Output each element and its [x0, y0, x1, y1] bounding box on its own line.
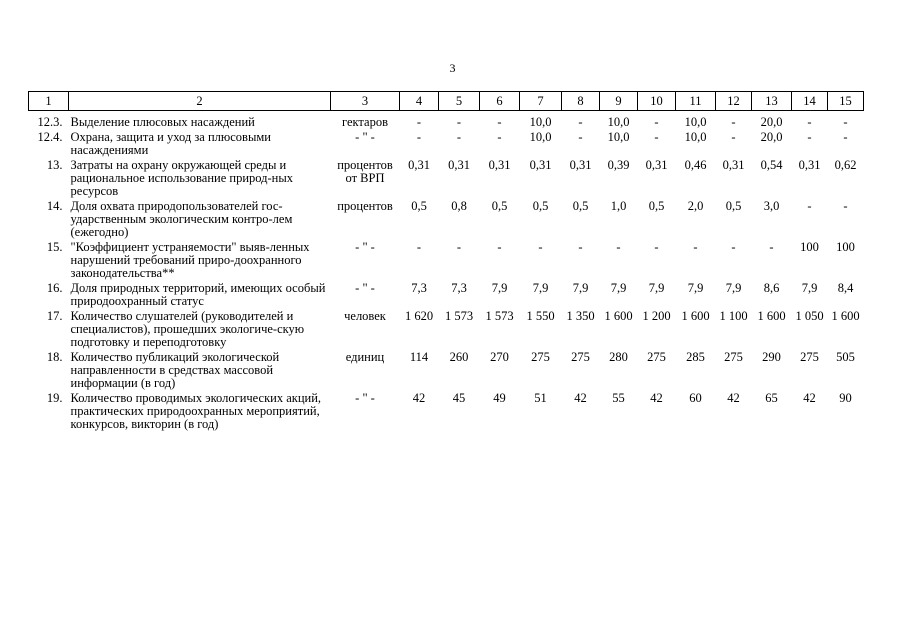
indicator-name: Затраты на охрану окружающей среды и рациональное использование природ-ных ресурсов	[70, 158, 294, 198]
value-cell: 1 100	[719, 309, 748, 323]
row-number: 18.	[46, 350, 63, 364]
indicator-name: "Коэффициент устраняемости" выяв-ленных нарушений требований приро-доохранного законодательства**	[70, 240, 310, 280]
header-cell: 12	[716, 92, 752, 111]
value-cell: 7,9	[801, 281, 818, 295]
value-cell: 7,3	[411, 281, 427, 295]
value-cell: 0,31	[408, 158, 430, 172]
value-cell: 8,4	[837, 281, 854, 295]
value-cell: 0,5	[411, 199, 427, 213]
table-row	[29, 159, 864, 200]
value-cell: 100	[800, 240, 819, 254]
value-cell: 275	[724, 350, 743, 364]
value-cell: 51	[534, 391, 547, 405]
row-number: 13.	[46, 158, 63, 172]
value-cell: -	[843, 199, 848, 213]
value-cell: -	[843, 130, 848, 144]
value-cell: 42	[412, 391, 426, 405]
value-cell: 7,3	[451, 281, 467, 295]
table-row	[29, 131, 864, 159]
value-cell: 7,9	[725, 281, 742, 295]
value-cell: 10,0	[684, 115, 707, 129]
value-cell: 7,9	[491, 281, 508, 295]
value-cell: 42	[650, 391, 663, 405]
value-cell: -	[807, 199, 812, 213]
unit-of-measure: - " -	[355, 130, 375, 144]
value-cell: 20,0	[760, 115, 783, 129]
value-cell: 0,31	[798, 158, 821, 172]
header-cell: 10	[638, 92, 676, 111]
value-cell: 90	[839, 391, 852, 405]
value-cell: 20,0	[760, 130, 783, 144]
value-cell: 42	[803, 391, 816, 405]
value-cell: 55	[612, 391, 625, 405]
value-cell: 7,9	[610, 281, 627, 295]
value-cell: 0,46	[684, 158, 707, 172]
value-cell: 1 620	[404, 309, 434, 323]
value-cell: 10,0	[607, 130, 630, 144]
unit-of-measure: - " -	[355, 281, 375, 295]
value-cell: 0,54	[760, 158, 783, 172]
table-row	[29, 282, 864, 310]
value-cell: 1 600	[604, 309, 633, 323]
value-cell: -	[456, 115, 462, 129]
value-cell: -	[731, 130, 736, 144]
value-cell: 0,31	[645, 158, 668, 172]
header-cell: 3	[331, 92, 400, 111]
value-cell: 114	[409, 350, 429, 364]
table-row	[29, 111, 864, 132]
indicator-name: Количество слушателей (руководителей и специалистов), прошедших экологиче-скую подготовку и переподготовку	[70, 309, 305, 349]
unit-of-measure: процентов	[337, 199, 393, 213]
value-cell: 275	[800, 350, 819, 364]
value-cell: 1 050	[795, 309, 824, 323]
header-cell: 11	[676, 92, 716, 111]
value-cell: -	[654, 240, 659, 254]
value-cell: 275	[531, 350, 550, 364]
unit-of-measure: единиц	[345, 350, 385, 364]
value-cell: 0,39	[607, 158, 630, 172]
value-cell: -	[416, 130, 422, 144]
row-number: 19.	[46, 391, 63, 405]
unit-of-measure: - " -	[355, 391, 375, 405]
header-cell: 2	[69, 92, 331, 111]
row-number: 12.4.	[37, 130, 63, 144]
value-cell: 100	[836, 240, 855, 254]
value-cell: 1 200	[642, 309, 671, 323]
value-cell: 1 350	[566, 309, 595, 323]
unit-of-measure: человек	[344, 309, 386, 323]
value-cell: -	[497, 240, 502, 254]
value-cell: -	[456, 130, 462, 144]
value-cell: 0,31	[722, 158, 745, 172]
value-cell: 42	[574, 391, 587, 405]
value-cell: 275	[647, 350, 666, 364]
value-cell: -	[456, 240, 462, 254]
value-cell: 1 600	[831, 309, 860, 323]
value-cell: 290	[762, 350, 781, 364]
value-cell: 0,5	[648, 199, 665, 213]
value-cell: -	[616, 240, 621, 254]
value-cell: 0,31	[529, 158, 552, 172]
value-cell: -	[416, 240, 422, 254]
value-cell: -	[497, 115, 502, 129]
value-cell: 65	[765, 391, 778, 405]
table-row	[29, 200, 864, 241]
value-cell: 0,5	[491, 199, 508, 213]
value-cell: 285	[686, 350, 705, 364]
header-cell: 13	[752, 92, 792, 111]
value-cell: 10,0	[607, 115, 630, 129]
value-cell: 260	[449, 350, 469, 364]
indicator-name: Количество публикаций экологической направленности в средствах массовой информации (в год)	[70, 350, 280, 390]
indicators-table	[28, 91, 864, 433]
value-cell: 60	[689, 391, 702, 405]
value-cell: 280	[609, 350, 628, 364]
value-cell: 0,31	[448, 158, 470, 172]
row-number: 12.3.	[37, 115, 63, 129]
value-cell: 49	[493, 391, 506, 405]
header-cell: 4	[400, 92, 439, 111]
value-cell: 270	[490, 350, 509, 364]
value-cell: 505	[836, 350, 855, 364]
value-cell: 0,5	[725, 199, 742, 213]
value-cell: 7,9	[687, 281, 704, 295]
row-number: 17.	[46, 309, 63, 323]
value-cell: 1 550	[526, 309, 555, 323]
indicator-name: Охрана, защита и уход за плюсовыми насаждениями	[70, 130, 271, 157]
value-cell: 10,0	[529, 115, 552, 129]
header-cell: 8	[562, 92, 600, 111]
value-cell: -	[693, 240, 698, 254]
value-cell: -	[538, 240, 543, 254]
table-row	[29, 310, 864, 351]
page-number: 3	[449, 61, 456, 75]
value-cell: 7,9	[572, 281, 589, 295]
table-header-row	[29, 92, 864, 111]
value-cell: 10,0	[684, 130, 707, 144]
row-number: 15.	[46, 240, 63, 254]
value-cell: 1 600	[681, 309, 710, 323]
value-cell: -	[769, 240, 774, 254]
value-cell: -	[578, 115, 583, 129]
value-cell: 8,6	[763, 281, 780, 295]
header-cell: 1	[29, 92, 69, 111]
unit-of-measure: процентов от ВРП	[337, 158, 393, 185]
header-cell: 6	[480, 92, 520, 111]
value-cell: 0,5	[532, 199, 549, 213]
unit-of-measure: гектаров	[342, 115, 388, 129]
value-cell: -	[807, 130, 812, 144]
value-cell: 1,0	[610, 199, 627, 213]
header-cell: 9	[600, 92, 638, 111]
header-cell: 15	[828, 92, 864, 111]
table-row	[29, 241, 864, 282]
value-cell: 0,31	[569, 158, 592, 172]
indicator-name: Количество проводимых экологических акций, практических природоохранных мероприятий, конкурсов, викторин (в год)	[70, 391, 322, 431]
value-cell: 45	[452, 391, 466, 405]
row-number: 14.	[46, 199, 63, 213]
row-number: 16.	[46, 281, 63, 295]
table-row	[29, 392, 864, 433]
value-cell: 0,31	[488, 158, 511, 172]
value-cell: 1 573	[485, 309, 514, 323]
value-cell: -	[654, 130, 659, 144]
indicator-name: Доля охвата природопользователей гос-ударственным экологическим контро-лем (ежегодно)	[70, 199, 293, 239]
value-cell: -	[497, 130, 502, 144]
value-cell: 7,9	[648, 281, 665, 295]
value-cell: 7,9	[532, 281, 549, 295]
value-cell: 1 573	[444, 309, 474, 323]
header-cell: 14	[792, 92, 828, 111]
table-row	[29, 351, 864, 392]
value-cell: -	[578, 240, 583, 254]
unit-of-measure: - " -	[355, 240, 375, 254]
value-cell: -	[843, 115, 848, 129]
value-cell: -	[578, 130, 583, 144]
value-cell: 3,0	[763, 199, 780, 213]
value-cell: -	[731, 240, 736, 254]
header-cell: 5	[439, 92, 480, 111]
value-cell: 2,0	[687, 199, 704, 213]
value-cell: -	[807, 115, 812, 129]
value-cell: -	[654, 115, 659, 129]
value-cell: -	[416, 115, 422, 129]
value-cell: 275	[571, 350, 590, 364]
indicator-name: Выделение плюсовых насаждений	[70, 115, 255, 129]
header-cell: 7	[520, 92, 562, 111]
value-cell: 0,62	[834, 158, 857, 172]
value-cell: 42	[727, 391, 740, 405]
value-cell: -	[731, 115, 736, 129]
value-cell: 0,8	[451, 199, 467, 213]
value-cell: 10,0	[529, 130, 552, 144]
indicator-name: Доля природных территорий, имеющих особый природоохранный статус	[70, 281, 326, 308]
value-cell: 1 600	[757, 309, 786, 323]
value-cell: 0,5	[572, 199, 589, 213]
